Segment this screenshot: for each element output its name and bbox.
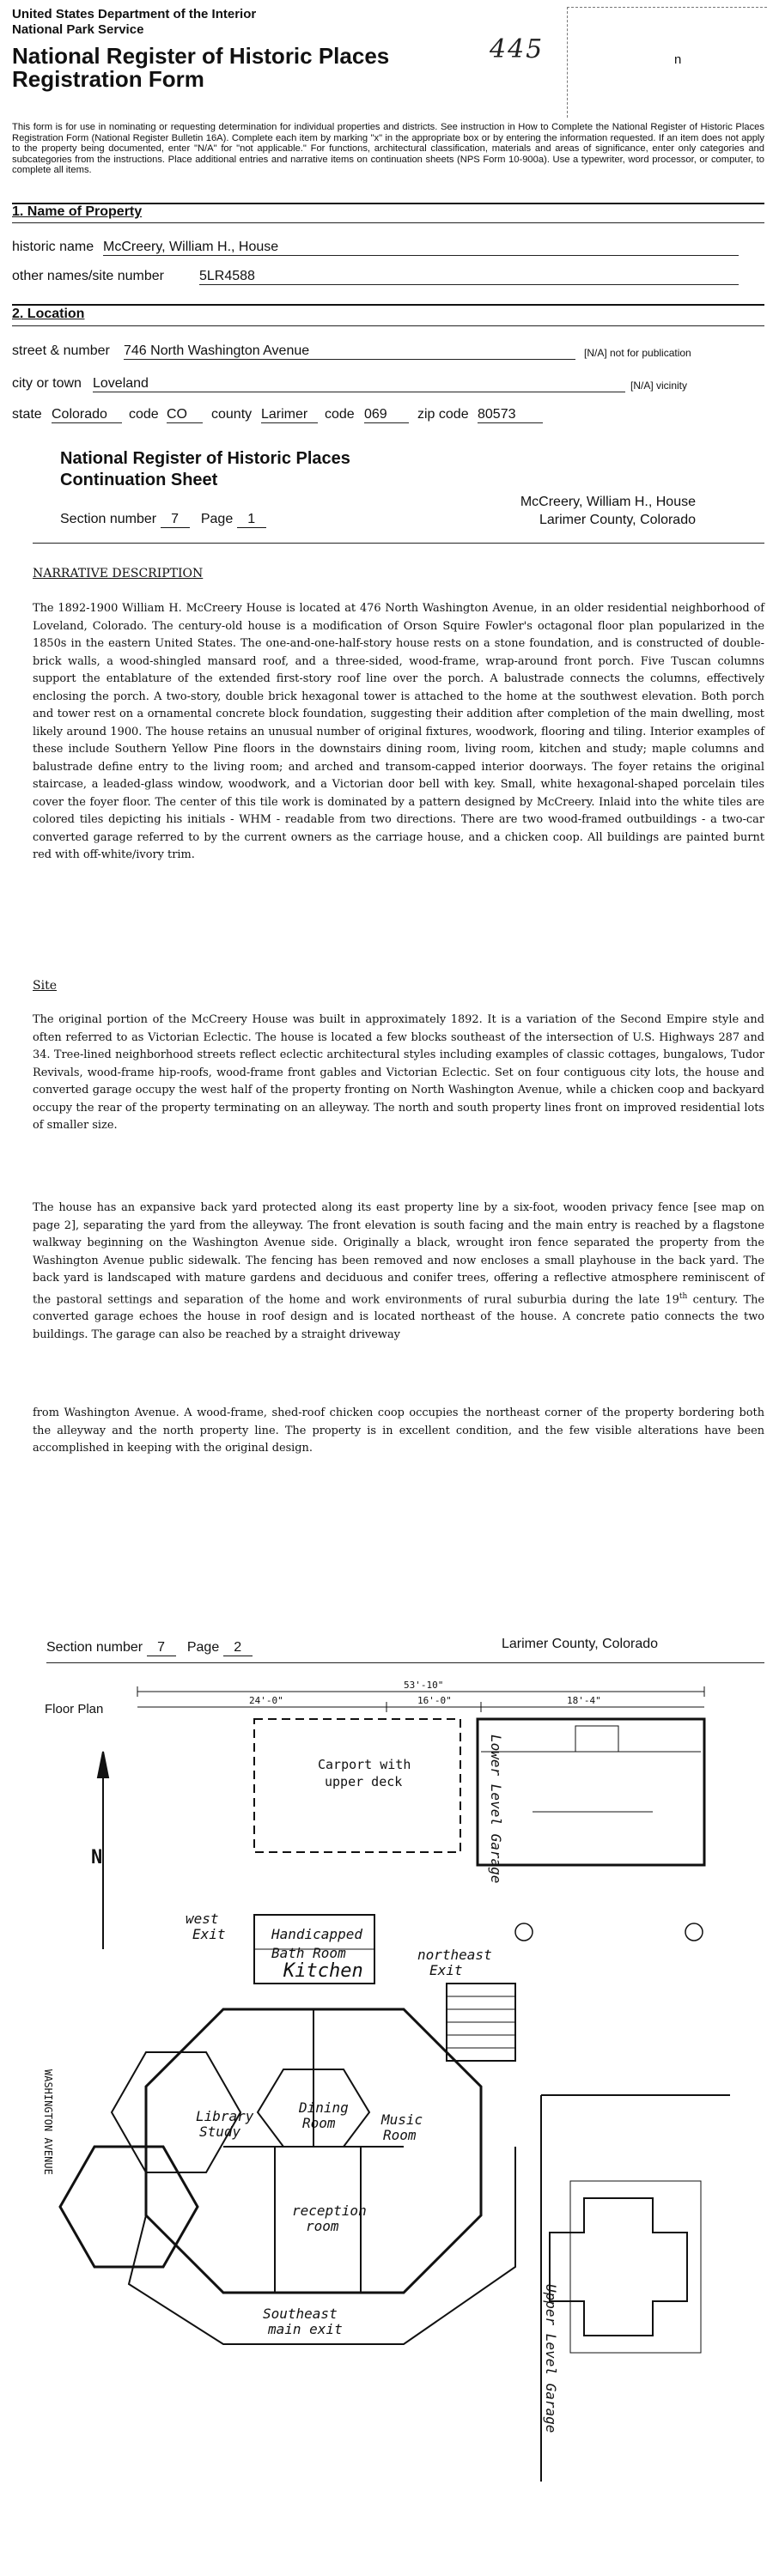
music-room-label: Music: [381, 2111, 423, 2128]
dim-c: 18'-4": [567, 1695, 601, 1706]
bath-label: Handicapped: [271, 1926, 362, 1942]
narrative-paragraph-1: The 1892-1900 William H. McCreery House is located at 476 North Washington Avenue, in an older residential neighborhood of Loveland, Colorado. The century-old house is a modification of Orson Squire Fowler's octagonal floor plan popularized in the 1850s in the eastern United States. The one-and-one-half-story house rests on a stone foundation, and is constructed of double-brick walls, a wood-shingled mansard roof, and a three-sided, wood-frame, wrap-around front porch. Five Tuscan columns support the entablature of the extended first-story roof line over the porch. A balustrade connects the columns, effectively enclosing the porch. A two-story, double brick hexagonal tower is attached to the home at the southwest elevation. Both porch and tower rest on a ornamental concrete block foundation, suggesting their addition after completion of the main dwelling, most likely around 1900. The house retains an unusual number of original fixtures, woodwork, flooring and tiling. Interior examples of these include Southern Yellow Pine floors in the downstairs dining room, living room, kitchen and study; maple columns and balustrade define entry to the living room; and arched and transom-capped interior doorways. The foyer retains the original staircase, a leaded-glass window, woodwork, and a Victorian door bell with key. Small, white hexagonal-shaped porcelain tiles cover the foyer floor. The center of this tile work is dominated by a pattern designed by McCreery. Inlaid into the white tiles are colored tiles depicting his initials - WHM - readable from two directions. There are two wood-framed outbuildings - a two-car converted garage referred to by the current owners as the carriage house, and a chicken coop. All buildings are painted burnt red with off-white/ivory trim.: [33, 602, 764, 861]
street-field[interactable]: 746 North Washington Avenue: [124, 343, 575, 360]
county-label: county: [211, 407, 253, 422]
page2-page-number: 2: [223, 1640, 253, 1656]
other-names-label: other names/site number: [12, 269, 164, 283]
stamp-box: [567, 7, 767, 118]
county-state: Larimer County, Colorado: [539, 513, 696, 527]
page-label: Page: [200, 512, 234, 526]
page2-page-label: Page: [186, 1640, 220, 1655]
narrative-paragraph-3: [33, 1200, 764, 1344]
not-for-publication: [N/A] not for publication: [584, 347, 691, 359]
city-label: city or town: [12, 376, 82, 391]
form-title: [12, 45, 389, 91]
state-code-field[interactable]: CO: [167, 407, 203, 423]
west-exit-label: west: [186, 1911, 219, 1927]
bath-label-2: Bath Room: [271, 1945, 346, 1961]
vicinity-note: [N/A] vicinity: [630, 380, 688, 392]
zip-field[interactable]: 80573: [478, 407, 543, 423]
ordinal-suffix: th: [679, 1291, 688, 1301]
section-1-heading: 1. Name of Property: [12, 204, 143, 219]
page2-section-line: [46, 1640, 253, 1656]
paragraph-3-part-b: century. The converted garage echoes the house in roof design and is located northeast of the house. A concrete patio connects the two buildings. The garage can also be reached by a straight driveway: [33, 1292, 764, 1341]
library-label: Library: [196, 2108, 254, 2124]
county-field[interactable]: Larimer: [261, 407, 318, 423]
city-field[interactable]: Loveland: [93, 376, 625, 392]
narrative-heading: NARRATIVE DESCRIPTION: [33, 567, 204, 580]
dim-total: 53'-10": [404, 1680, 444, 1691]
section-number-line: [60, 512, 266, 528]
carport-label: Carport with: [318, 1757, 411, 1772]
form-title-line2: Registration Form: [12, 66, 204, 92]
dining-room-label-2: Room: [302, 2115, 336, 2131]
dim-a: 24'-0": [249, 1695, 283, 1706]
southeast-exit-label-2: main exit: [268, 2321, 343, 2337]
site-heading: Site: [33, 979, 57, 993]
reception-room-label: reception: [292, 2202, 367, 2219]
county-code-field[interactable]: 069: [364, 407, 409, 423]
narrative-paragraph-4: from Washington Avenue. A wood-frame, shed-roof chicken coop occupies the northeast corner of the property bordering both the alleyway and the north property line. The property is in excellent condition, and the few visible alterations have been accomplished in keeping with the original design.: [33, 1406, 764, 1455]
form-title-line1: National Register of Historic Places: [12, 43, 390, 69]
page2-county-state: Larimer County, Colorado: [502, 1637, 659, 1651]
street-label: street & number: [12, 343, 110, 358]
street-label-washington: WASHINGTON AVENUE: [42, 2069, 54, 2175]
page2-section-label: Section number: [46, 1640, 143, 1655]
historic-name-label: historic name: [12, 240, 94, 254]
continuation-title: [60, 448, 350, 491]
service-name: National Park Service: [12, 22, 144, 37]
state-code-label: code: [129, 407, 159, 422]
property-id-block: [481, 493, 696, 529]
other-names-field[interactable]: 5LR4588: [199, 269, 739, 285]
floor-plan-label: Floor Plan: [45, 1702, 104, 1716]
section-number: 7: [161, 512, 190, 528]
zip-label: zip code: [417, 407, 469, 422]
form-instructions: This form is for use in nominating or requesting determination for individual properties and districts. See instruction in How to Complete the National Register of Historic Places Registration Form (National Register Bulletin 16A). Complete each item by marking "x" in the appropriate box or by entering the information requested. If an item does not apply to the property being documented, enter "N/A" for "not applicable." For functions, architectural classification, materials and areas of significance, enter only categories and subcategories from the instructions. Place additional entries and narrative items on continuation sheets (NPS Form 10-900a). Use a typewriter, word processor, or computer, to complete all items.: [12, 122, 764, 176]
narrative-paragraph-2: The original portion of the McCreery House was built in approximately 1892. It is a variation of the Second Empire style and often referred to as Victorian Eclectic. The house is located a few blocks southeast of the intersection of U.S. Highways 287 and 34. Tree-lined neighborhood streets reflect eclectic architectural styles including examples of classic cottages, bungalows, Tudor Revivals, wood-frame hip-roofs, wood-frame front gables and Victorian Eclectic. Set on four contiguous city lots, the house and converted garage occupy the west half of the property fronting on North Washington Avenue, while a chicken coop and backyard occupy the rear of the property terminating on an alleyway. The north and south property lines front on improved residential lots of smaller size.: [33, 1013, 764, 1132]
dim-b: 16'-0": [417, 1695, 452, 1706]
music-room-label-2: Room: [383, 2127, 417, 2143]
county-code-label: code: [325, 407, 355, 422]
continuation-title-line2: Continuation Sheet: [60, 471, 218, 489]
carport-label-2: upper deck: [325, 1774, 403, 1789]
dining-room-label: Dining: [299, 2099, 349, 2116]
state-field[interactable]: Colorado: [52, 407, 122, 423]
north-label: N: [91, 1847, 103, 1868]
floor-plan-drawing: [0, 1666, 773, 2567]
historic-name-field[interactable]: McCreery, William H., House: [103, 240, 739, 256]
department-name: United States Department of the Interior: [12, 7, 257, 21]
page2-section-number: 7: [147, 1640, 176, 1656]
paragraph-3-part-a: The house has an expansive back yard protected along its east property line by a six-foot, wooden privacy fence [see map on page 2], separating the yard from the alleyway. The front elevation is south facing and the main entry is reached by a flagstone walkway beginning on the Washington Avenue side. Originally a black, wrought iron fence separated the property from the Washington Avenue public sidewalk. The fencing has been removed and now encloses a small playhouse in the back yard. The back yard is landscaped with mature gardens and deciduous and conifer trees, offering a reflective atmosphere reminiscent of the pastoral settings and separation of the home and work environments of rural suburbia during the late 19: [33, 1201, 764, 1306]
state-label: state: [12, 407, 42, 422]
kitchen-label: Kitchen: [283, 1960, 363, 1982]
upper-garage-label: Upper Level Garage: [543, 2284, 559, 2433]
section-2-heading: 2. Location: [12, 307, 85, 321]
northeast-exit-label: northeast: [417, 1947, 492, 1963]
continuation-title-line1: National Register of Historic Places: [60, 449, 350, 468]
agency-header: [12, 7, 256, 38]
library-label-2: Study: [199, 2123, 241, 2140]
property-name: McCreery, William H., House: [520, 495, 696, 509]
page-number: 1: [237, 512, 266, 528]
stamp-letter: n: [674, 52, 682, 67]
southeast-exit-label: Southeast: [263, 2306, 338, 2322]
northeast-exit-label-2: Exit: [429, 1962, 463, 1978]
handwritten-number: 445: [490, 34, 545, 64]
lower-garage-label: Lower Level Garage: [488, 1735, 504, 1884]
reception-room-label-2: room: [306, 2218, 339, 2234]
section-label: Section number: [60, 512, 157, 526]
west-exit-label-2: Exit: [192, 1926, 226, 1942]
